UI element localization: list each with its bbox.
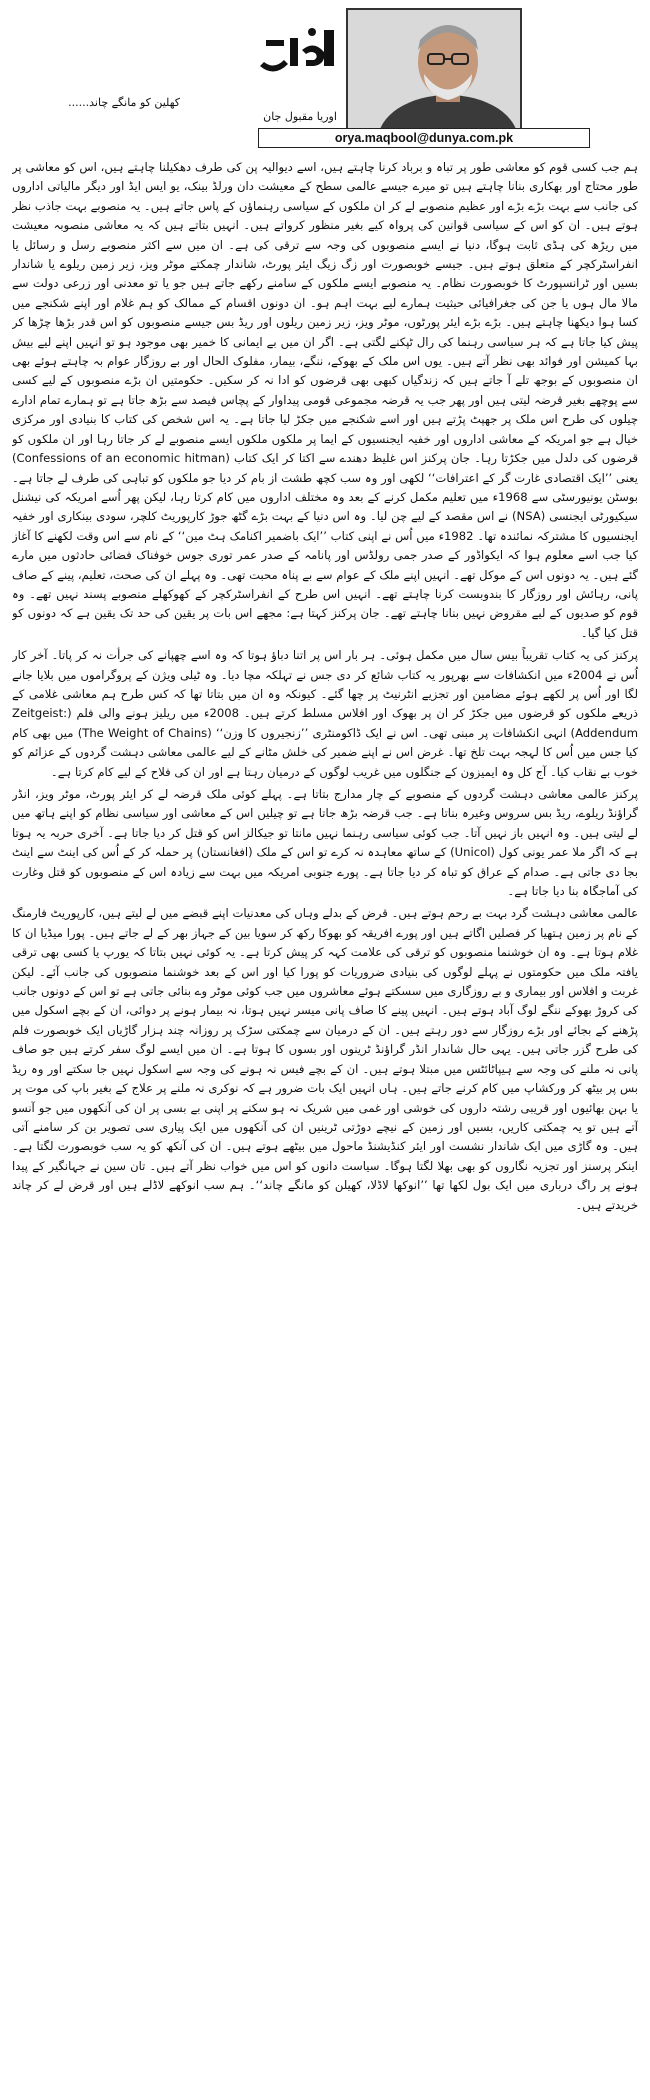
column-logo: [254, 20, 342, 82]
author-photo: [346, 8, 522, 130]
article-paragraph: پرکنز عالمی معاشی دہشت گردوں کے منصوبے کے چار مدارج بتاتا ہے۔ پہلے کوئی ملک قرضہ لے کر ایئر پورٹ، موٹر ویز، انڈر گراؤنڈ ریلوے، ریڈ بس سروس وغیرہ بناتا ہے۔ جب قرضہ بڑھ جاتا ہے تو چیلیں اس کے معاشی اور سیاسی نظام کو اپنے ہاتھ میں لے لیتی ہیں۔ وہ انہیں باز نہیں آتا۔ جب کوئی سیاسی رہنما نہیں مانتا تو جیکالز اس کو قتل کر دیا جاتا ہے۔ آخری حربہ یہ ہوتا ہے کہ اگر ملا عمر یونی کول (Unicol) کے ساتھ معاہدہ نہ کرے تو اس کے ملک (افغانستان) پر حملہ کر کے اُس کی اینٹ سے اینٹ بجا دی جاتی ہے۔ صدام کے عراق کو تباہ کر دیا جاتا ہے۔ پورے جنوبی امریکہ میں بہت سے زیادہ اس کے منصوبوں کو قتل وغارت کی آماجگاہ بنا دیا جاتا ہے۔: [12, 787, 638, 899]
harf-e-raz-logo-icon: [254, 20, 342, 82]
column-header: [0, 0, 650, 150]
column-title: کھلین کو مانگے چاند......: [68, 96, 180, 109]
article-paragraph: عالمی معاشی دہشت گرد بہت بے رحم ہوتے ہیں۔ قرض کے بدلے وہاں کی معدنیات اپنے قبضے میں لے لیتے ہیں، کارپوریٹ فارمنگ کے نام پر زمین ہتھیا کر فصلیں اگاتے ہیں اور پورے افریقہ کو بھوکا رکھ کر سویا بین کے جہاز بھر کے لے جاتے ہیں۔ پورا میڈیا ان کا غلام ہوتا ہے۔ وہ ان خوشنما منصوبوں کو ترقی کی علامت کہہ کر پیش کرتا ہے۔ یہ کوئی نہیں بتاتا کہ یورپ یا کسی بھی ترقی یافتہ ملک میں حکومتوں نے پہلے لوگوں کی بنیادی ضروریات کو پورا کیا اور اس کے بعد خوشنما منصوبوں کی جانب آئے۔ لیکن غربت و افلاس اور بیماری و بے روزگاری میں سسکتے ہوئے معاشروں میں جب کوئی موٹر وے بنائی جاتی ہے تو اس کے دونوں جانب کی کروڑ بھوکے ننگے لوگ آباد ہوتے ہیں۔ انہیں پینے کا صاف پانی میسر نہیں ہوتا، نہ بیمار ہونے پر دوائی، ان کے بچے اسکول میں پڑھنے کے بجائے اور بڑے روزگار سے دور رہتے ہیں۔ ان کے درمیان سے چمکتی سڑک پر روزانہ چند ہزار گاڑیاں ایک خوبصورت فلم کی طرح گزر جاتی ہیں۔ یہی حال شاندار انڈر گراؤنڈ ٹرینوں اور بسوں کا ہوتا ہے۔ ان میں ایسے لوگ سفر کرتے ہیں جو صاف پانی نہ ملنے کی وجہ سے ہیپاٹائٹس میں مبتلا ہوتے ہیں۔ ان کے بچے فیس نہ ہونے کی وجہ سے اسکول نہیں جا سکتے اور وہ ریڈ بس پر بیٹھ کر ورکشاپ میں کام کرنے جاتے ہیں۔ ہاں انہیں ایک بات ضرور ہے کہ نوکری نہ ملنے پر علاج کے بغیر باپ کی موت پر یا بہن بھائیوں اور قریبی رشتہ داروں کی خوشی اور غمی میں شریک نہ ہو سکنے پر اپنی بے بسی پر ان کی آنکھوں میں جو آنسو آتے ہیں تو یہ چمکتی کاریں، بسیں اور زمین کے نیچے دوڑتی ٹرینیں ان کی آنکھوں میں ایک پیاری سی تصویر بن کر سامنے آتی ہیں۔ وہ گاڑی میں ایک شاندار نشست اور ایئر کنڈیشنڈ ماحول میں بیٹھے ہوتے ہیں۔ ان کی آنکھ کو یہ سب خوبصورت لگتا ہے۔ اینکر پرسنز اور تجزیہ نگاروں کو بھی بھلا لگتا ہوگا۔ سیاست دانوں کو اس میں خواب نظر آتے ہیں۔ تان سین نے جہانگیر کے پیدا ہونے پر راگ درباری میں ایک بول لکھا تھا ’’انوکھا لاڈلا، کھیلن کو مانگے چاند‘‘۔ ہم سب انوکھے لاڈلے ہیں اور قرض لے کر چاند خریدتے ہیں۔: [12, 906, 638, 1212]
article-paragraph: پرکنز کی یہ کتاب تقریباً بیس سال میں مکمل ہوئی۔ ہر بار اس پر اتنا دباؤ ہوتا کہ وہ اسے چھپانے کی جرأت نہ کر پاتا۔ آخر کار اُس نے 2004ء میں انکشافات سے بھرپور یہ کتاب شائع کر دی جس نے تہلکہ مچا دیا۔ وہ ٹیلی ویژن کے پروگراموں میں بلایا جانے لگا اور اُس پر لکھے ہوئے مضامین اور تجزیے انٹرنیٹ پر چھا گئے۔ کیونکہ وہ ان میں بتاتا تھا کہ کس طرح ہم معاشی غلامی کے ذریعے ملکوں کو قرضوں میں جکڑ کر ان پر بھوک اور افلاس مسلط کرتے ہیں۔ 2008ء میں ریلیز ہونے والی فلم (Zeitgeist: Addendum) انہی انکشافات پر مبنی تھی۔ اس نے ایک ڈاکومنٹری ’’زنجیروں کا وزن‘‘ (The Weight of Chains) میں بھی کام کیا جس میں اُس کا لہجہ بہت تلخ تھا۔ غرض اس نے اپنے ضمیر کی خلش مٹانے کے لیے عالمی معاشی دہشت گردوں کے عزائم کو خوب بے نقاب کیا۔ آج کل وہ ایمیزون کے جنگلوں میں غریب لوگوں کے درمیان رہتا ہے اور ان کی فلاح کے لیے کام کرتا ہے۔: [12, 648, 638, 779]
author-email[interactable]: orya.maqbool@dunya.com.pk: [258, 128, 590, 148]
article-body: [12, 158, 638, 2093]
author-portrait-icon: [348, 10, 520, 128]
author-byline: اوریا مقبول جان: [263, 110, 337, 123]
article-paragraph: ہم جب کسی قوم کو معاشی طور پر تباہ و برباد کرنا چاہتے ہیں، اسے دیوالیہ پن کی طرف دھکیلنا چاہتے ہیں، اس کو معاشی پر طور محتاج اور بھکاری بنانا چاہتے ہیں تو میرے جیسے عالمی سطح کے معیشت دان ورلڈ بینک، یو ایس ایڈ اور دیگر مالیاتی اداروں کی جانب سے بہت بڑے بڑے اور عظیم منصوبے لے کر ان ملکوں کے سیاسی رہنماؤں کے پاس جاتے ہیں۔ یہ منصوبے بہت جاذب نظر ہوتے ہیں۔ ان کو اس کے سیاسی قوانین کی پرواہ کیے بغیر منظور کرواتے ہیں۔ انہیں بتاتے ہیں کہ یہ معاشی منصوبہ معیشت میں ریڑھ کی ہڈی ثابت ہوگا، دنیا نے ایسے منصوبوں کی وجہ سے ترقی کی ہے۔ ان میں سے اکثر منصوبے رسل و رسائل یا انفراسٹرکچر کے متعلق ہوتے ہیں۔ جیسے خوبصورت اور زگ زیگ ایئر پورٹ، شاندار چمکتے موٹر ویز، زیر زمین ریلوے یا شاندار بسیں اور ٹرانسپورٹ کا خوبصورت نظام۔ یہ منصوبے ایسے ملکوں کے سامنے رکھے جاتے ہیں جو یا تو معدنی اور زرعی دولت سے مالا مال ہوں یا جن کی جغرافیائی حیثیت ہمارے لیے بہت اہم ہو۔ ان دونوں اقسام کے ممالک کو ہم غلام اور اپنے شکنجے میں کسا ہوا دیکھنا چاہتے ہیں۔ بڑے بڑے ایئر پورٹوں، موٹر ویز، زیر زمین ریلوں اور ریڈ بس جیسے منصوبوں کو اس قدر بڑھا چڑھا کر پیش کیا جاتا ہے کہ ہر سیاسی رہنما کی رال ٹپکنے لگتی ہے۔ اگر ان میں بے ایمانی کا خمیر بھی موجود ہو تو انہیں اپنے لیے بیش بہا کمیشن اور فوائد بھی نظر آتے ہیں۔ یوں اس ملک کے بھوکے، ننگے، بیمار، مفلوک الحال اور بے روزگار عوام بہ چاہتے ہوئے بھی ان منصوبوں کے بوجھ تلے آ جاتے ہیں کہ زندگیاں کبھی بھی قرضوں کو ادا نہ کر سکیں۔ حکومتیں ان بڑے منصوبوں کے لیے کسی سے پوچھے بغیر قرضہ لیتی ہیں اور پھر جب یہ قرضہ مجموعی قومی پیداوار کے پچاس فیصد سے بڑھ جاتا ہے تو ہمارے تمام ادارے چیلوں کی طرح اس ملک پر جھپٹ پڑتے ہیں اور اسے شکنجے میں جکڑ لیا جاتا ہے۔ یہ اس شخص کی کتاب کا بنیادی اور مرکزی خیال ہے جو امریکہ کے معاشی اداروں اور خفیہ ایجنسیوں کے ایما پر ملکوں ملکوں ایسے منصوبے لے کر جاتا رہا اور ان ملکوں کو قرضوں کی دلدل میں جکڑتا رہا۔ جان پرکنز اس غلیظ دھندے سے اکتا کر ایک کتاب (Confessions of an economic hitman) یعنی ’’ایک اقتصادی غارت گر کے اعترافات‘‘ لکھی اور وہ سب کچھ طشت از بام کر دیا جو ملکوں کو تباہی کی طرف لے جاتا ہے۔ بوسٹن یونیورسٹی سے 1968ء میں تعلیم مکمل کرنے کے بعد وہ مختلف اداروں میں کام کرتا رہا، لیکن پھر اُسے امریکہ کی نیشنل سیکیورٹی ایجنسی (NSA) نے اس مقصد کے لیے چن لیا۔ وہ اس دنیا کے بہت بڑے گٹھ جوڑ کارپوریٹ کلچر، سودی بینکاری اور خفیہ ایجنسیوں کا مشترکہ نمائندہ تھا۔ 1982ء میں اُس نے اپنی کتاب ’’ایک باضمیر اکنامک ہٹ مین‘‘ کے نام سے اس وقت لکھنے کا آغاز کیا جب اسے معلوم ہوا کہ ایکواڈور کے صدر جمی رولڈس اور پانامہ کے صدر عمر توری جوس خوفناک فضائی حادثوں میں مارے گئے ہیں۔ یہ دونوں اس کے موکل تھے۔ انہیں اپنے ملک کے عوام سے بے پناہ محبت تھی۔ وہ پہلے ان کی صحت، تعلیم، پینے کے صاف پانی، رہائش اور روزگار کا بندوبست کرنا چاہتے تھے۔ انہیں اس طرح کے انفراسٹرکچر کے کھوکھلے منصوبے پسند نہیں تھے۔ وہ قوم کو صدیوں کے لیے مقروض نہیں بنانا چاہتے تھے۔ جان پرکنز کہتا ہے: مجھے اس بات پر یقین کی حد تک یقین ہے کہ دونوں کو قتل کیا گیا۔: [12, 160, 638, 640]
